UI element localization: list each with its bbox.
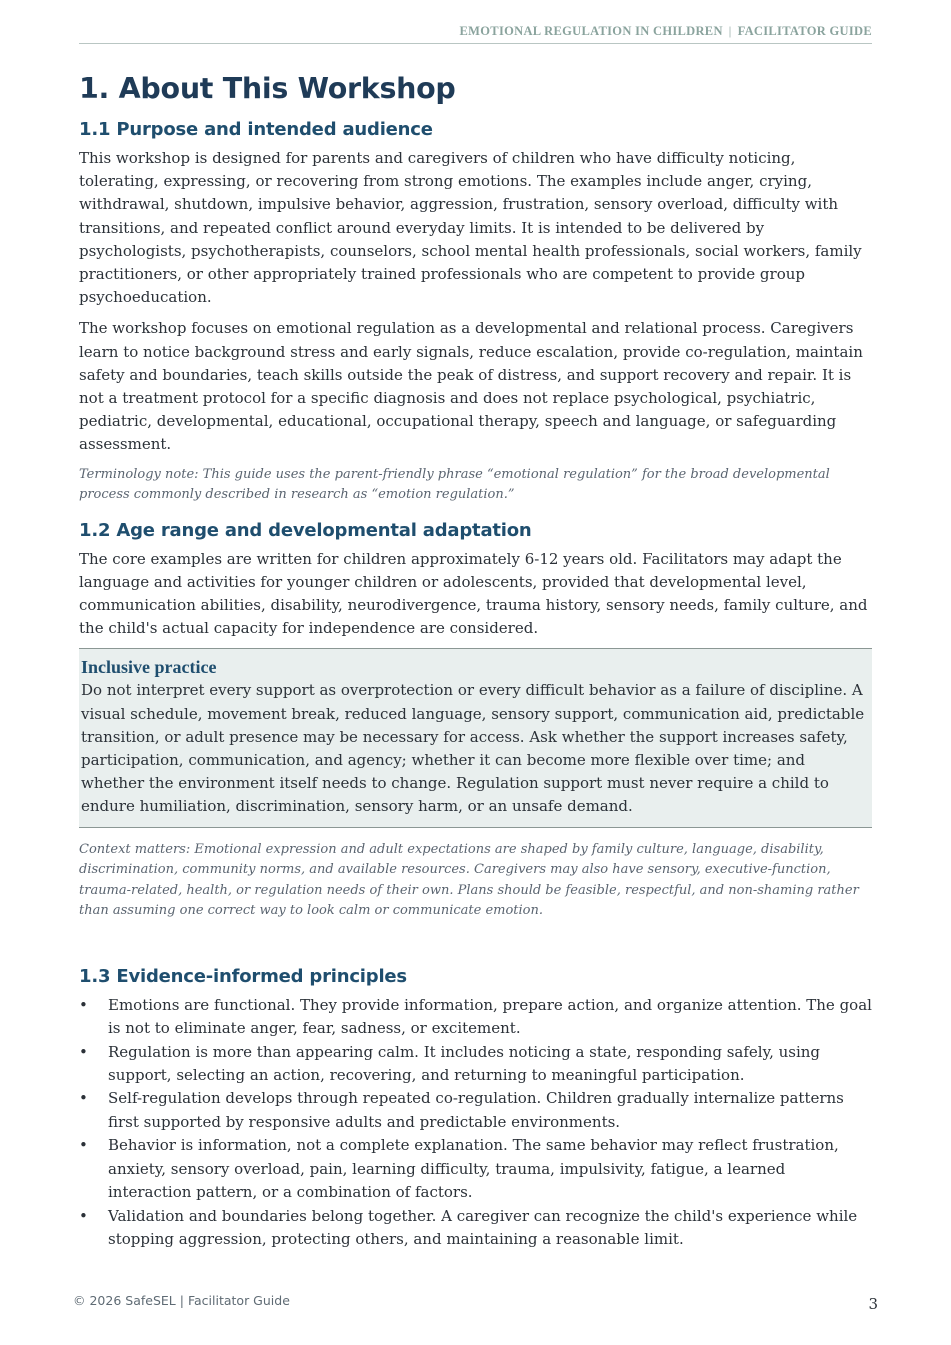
- context-note: Context matters: Emotional expression and adult expectations are shaped by family culture, language, disability, discrimination, community norms, and available resources. Caregivers may also have sensory, executive-function, trauma-related, health, or regulation needs of their own. Plans should be feasible, respectful, and non-shaming rather than assuming one correct way to look calm or communicate emotion.: [79, 841, 859, 919]
- page-content: [79, 72, 872, 1251]
- running-header: [79, 24, 872, 44]
- list-item-text: Validation and boundaries belong together. A caregiver can recognize the child's experience while stopping aggression, protecting others, and maintaining a reasonable limit.: [108, 1206, 858, 1248]
- paragraph: The workshop focuses on emotional regulation as a developmental and relational process. Caregivers learn to notice background stress and early signals, reduce escalation, provide co-regulation, maintain safety and boundaries, teach skills outside the peak of distress, and support recovery and repair. It is not a treatment protocol for a specific diagnosis and does not replace psychological, psychiatric, pediatric, developmental, educational, occupational therapy, speech and language, or safeguarding assessment.: [79, 319, 863, 454]
- footer-guide-name: Facilitator Guide: [187, 1293, 290, 1308]
- page-number: 3: [868, 1295, 878, 1313]
- section-1-2: [79, 520, 872, 922]
- header-separator: |: [728, 24, 732, 38]
- list-item-text: Behavior is information, not a complete explanation. The same behavior may reflect frustration, anxiety, sensory overload, pain, learning difficulty, trauma, impulsivity, fatigue, a learned interaction pattern, or a combination of factors.: [108, 1136, 839, 1201]
- paragraph: The core examples are written for children approximately 6-12 years old. Facilitators may adapt the language and activities for younger children or adolescents, provided that developmental level, communication abilities, disability, neurodivergence, trauma history, sensory needs, family culture, and the child's actual capacity for independence are considered.: [79, 549, 868, 638]
- bullet-icon: •: [79, 995, 88, 1014]
- principles-list: [79, 994, 872, 1251]
- footer: [73, 1293, 290, 1308]
- inclusive-practice-callout: [79, 648, 872, 827]
- header-title: EMOTIONAL REGULATION IN CHILDREN: [459, 24, 723, 38]
- bullet-icon: •: [79, 1136, 88, 1155]
- terminology-note: Terminology note: This guide uses the parent-friendly phrase “emotional regulation” for the broad developmental process commonly described in research as “emotion regulation.”: [79, 466, 830, 503]
- section-heading: 1.1 Purpose and intended audience: [79, 119, 433, 140]
- callout-text: Do not interpret every support as overprotection or every difficult behavior as a failure of discipline. A visual schedule, movement break, reduced language, sensory support, communication aid, predictable transition, or adult presence may be necessary for access. Ask whether the support increases safety, participation, communication, and agency; whether it can become more flexible over time; and whether the environment itself needs to change. Regulation support must never require a child to endure humiliation, discrimination, sensory harm, or an unsafe demand.: [81, 681, 865, 816]
- list-item: [79, 994, 872, 1040]
- paragraph: This workshop is designed for parents and caregivers of children who have difficulty noticing, tolerating, expressing, or recovering from strong emotions. The examples include anger, crying, withdrawal, shutdown, impulsive behavior, aggression, frustration, sensory overload, difficulty with transitions, and repeated conflict around everyday limits. It is intended to be delivered by psychologists, psychotherapists, counselors, school mental health professionals, social workers, family practitioners, or other appropriately trained professionals who are competent to provide group psychoeducation.: [79, 149, 862, 307]
- bullet-icon: •: [79, 1042, 88, 1061]
- section-1-1: [79, 119, 872, 506]
- list-item-text: Emotions are functional. They provide information, prepare action, and organize attention. The goal is not to eliminate anger, fear, sadness, or excitement.: [108, 995, 872, 1037]
- list-item: [79, 1041, 872, 1087]
- header-subtitle: FACILITATOR GUIDE: [737, 24, 872, 38]
- list-item: [79, 1134, 872, 1204]
- bullet-icon: •: [79, 1206, 88, 1225]
- section-heading: 1.3 Evidence-informed principles: [79, 965, 407, 987]
- section-heading: 1.2 Age range and developmental adaptation: [79, 519, 532, 541]
- section-1-3: [79, 966, 872, 1251]
- page-title: 1. About This Workshop: [79, 72, 456, 105]
- callout-title: Inclusive practice: [81, 657, 217, 678]
- bullet-icon: •: [79, 1089, 88, 1108]
- footer-separator: |: [179, 1293, 184, 1308]
- list-item: [79, 1087, 872, 1133]
- footer-copyright: © 2026 SafeSEL: [73, 1293, 176, 1308]
- list-item: [79, 1205, 872, 1251]
- list-item-text: Self-regulation develops through repeated co-regulation. Children gradually internalize patterns first supported by responsive adults and predictable environments.: [108, 1089, 844, 1131]
- list-item-text: Regulation is more than appearing calm. It includes noticing a state, responding safely, using support, selecting an action, recovering, and returning to meaningful participation.: [108, 1042, 821, 1084]
